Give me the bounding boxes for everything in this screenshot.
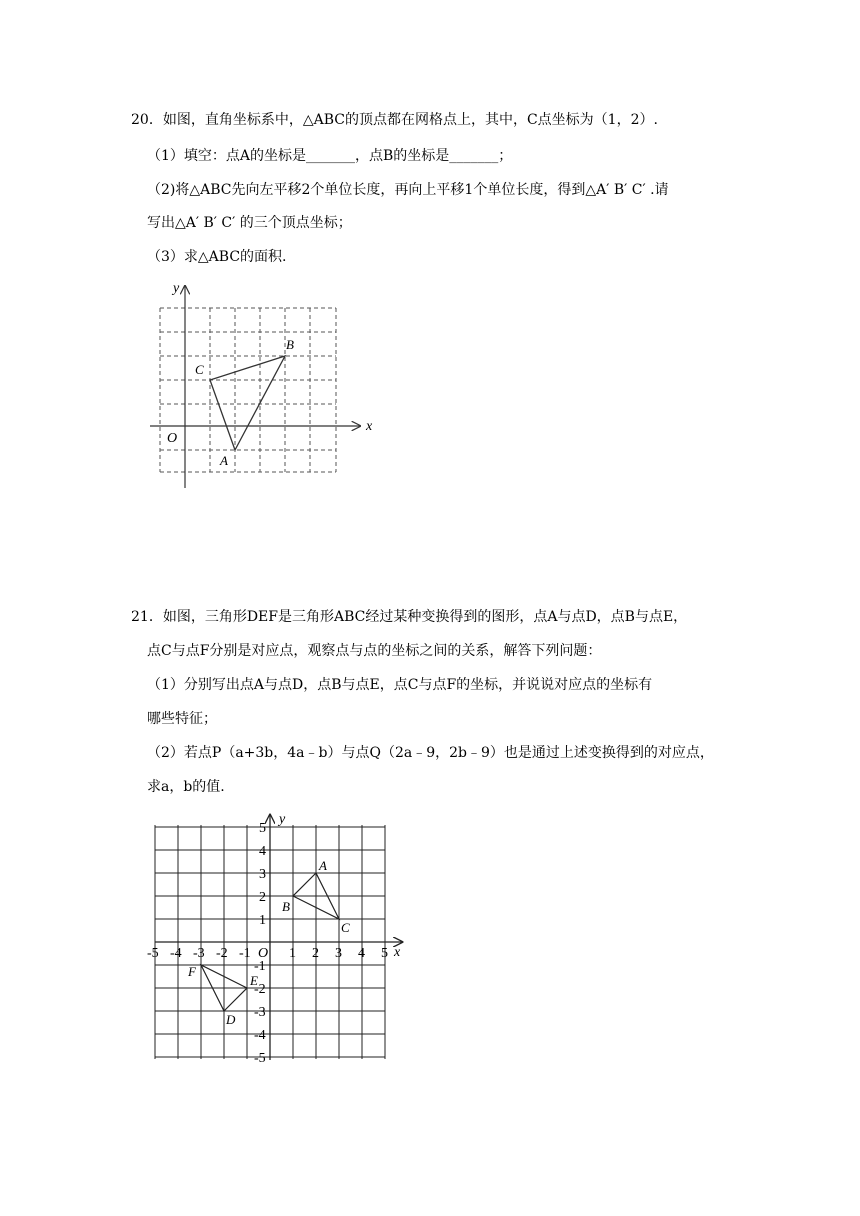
q21-y-tick-label: 4 (259, 844, 266, 859)
q20-point-c-label: C (195, 362, 204, 377)
q21-tick-labels (147, 821, 388, 1066)
q21-point-c-label: C (341, 920, 350, 935)
q20-origin-label: O (167, 431, 178, 446)
q21-x-tick-label: -3 (193, 946, 205, 961)
q21-line3: （1）分别写出点A与点D，点B与点E，点C与点F的坐标，并说说对应点的坐标有 (147, 677, 653, 693)
q21-x-tick-label: -5 (147, 946, 159, 961)
q20-line4: 写出△A′ B′ C′ 的三个顶点坐标； (147, 215, 352, 231)
q21-y-tick-label: 1 (259, 913, 266, 928)
q21-point-e-label: E (250, 973, 258, 988)
q21-line4: 哪些特征； (147, 711, 217, 727)
q21-x-tick-label: 2 (312, 946, 319, 961)
q20-line1: 20．如图，直角坐标系中，△ABC的顶点都在网格点上，其中，C点坐标为（1，2）. (131, 112, 658, 128)
q21-x-tick-label: 1 (289, 946, 296, 961)
q21-y-tick-label: 2 (259, 890, 266, 905)
q21-y-tick-label: -5 (254, 1051, 266, 1066)
q21-point-a-label: A (319, 858, 327, 873)
q21-x-tick-label: -1 (239, 946, 251, 961)
q20-axis-x-label: x (366, 419, 373, 434)
q21-axis-y-label: y (279, 812, 286, 827)
q21-line1: 21．如图，三角形DEF是三角形ABC经过某种变换得到的图形，点A与点D，点B与点E， (131, 609, 688, 625)
q21-y-tick-label: -4 (254, 1028, 266, 1043)
q21-origin-label: O (258, 946, 269, 961)
q20-line3: （2)将△ABC先向左平移2个单位长度，再向上平移1个单位长度，得到△A′ B′ C′ .请 (147, 182, 669, 198)
q21-y-tick-label: -3 (254, 1005, 266, 1020)
q21-point-d-label: D (226, 1012, 236, 1027)
q20-line5: （3）求△ABC的面积. (147, 249, 287, 265)
q20-point-b-label: B (286, 337, 294, 352)
q21-y-tick-label: -1 (254, 959, 266, 974)
q21-x-tick-label: 3 (335, 946, 342, 961)
q21-x-tick-label: -2 (216, 946, 228, 961)
q21-y-tick-label: 5 (259, 821, 266, 836)
q21-point-f-label: F (188, 964, 196, 979)
q21-line2: 点C与点F分别是对应点，观察点与点的坐标之间的关系，解答下列问题： (147, 643, 602, 659)
q20-point-a-label: A (220, 453, 228, 468)
q20-axis-y-label: y (173, 281, 180, 296)
q21-line6: 求a，b的值. (147, 779, 225, 795)
q21-x-tick-label: 4 (358, 946, 365, 961)
q20-line2: （1）填空：点A的坐标是_______，点B的坐标是_______； (147, 148, 513, 164)
q21-x-tick-label: -4 (170, 946, 182, 961)
q21-x-tick-label: 5 (381, 946, 388, 961)
q21-axis-x-label: x (394, 945, 401, 960)
q21-point-b-label: B (282, 899, 290, 914)
q21-line5: （2）若点P（a+3b，4a﹣b）与点Q（2a﹣9，2b﹣9）也是通过上述变换得到的对应点， (147, 745, 714, 761)
q21-y-tick-label: -2 (254, 982, 266, 997)
q21-y-tick-label: 3 (259, 867, 266, 882)
